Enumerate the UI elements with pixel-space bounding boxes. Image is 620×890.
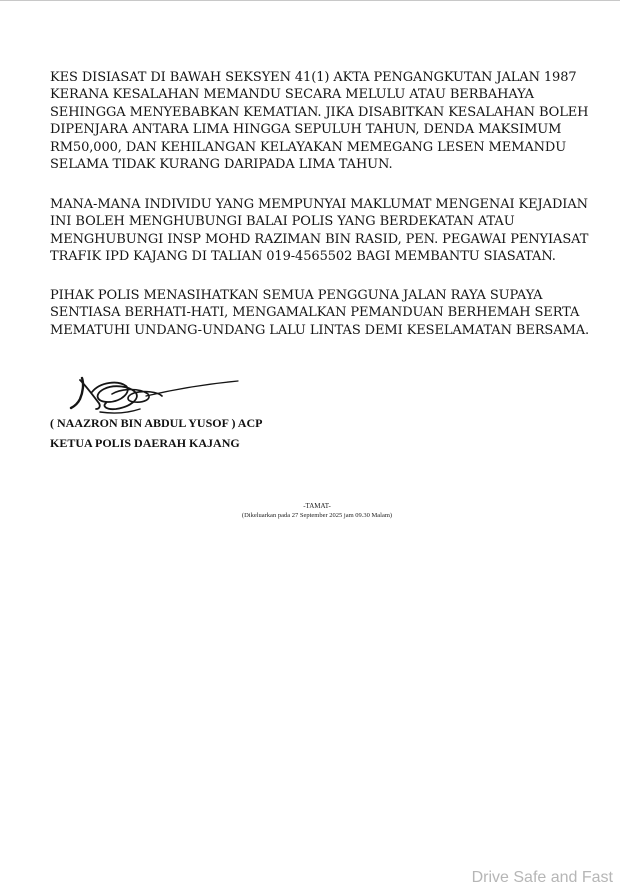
paragraph-line: SENTIASA BERHATI-HATI, MENGAMALKAN PEMANDUAN BERHEMAH SERTA [50,305,580,321]
signatory-name: ( NAAZRON BIN ABDUL YUSOF ) ACP [50,416,263,430]
paragraph-safety-advice [50,287,590,339]
paragraph-line: RM50,000, DAN KEHILANGAN KELAYAKAN MEMEGANG LESEN MEMANDU [50,139,567,155]
paragraph-line: PIHAK POLIS MENASIHATKAN SEMUA PENGGUNA JALAN RAYA SUPAYA [50,288,543,303]
paragraph-offence-details [50,69,590,173]
handwritten-signature [66,372,246,418]
paragraph-line: SELAMA TIDAK KURANG DARIPADA LIMA TAHUN. [50,157,393,173]
paragraph-line: DIPENJARA ANTARA LIMA HINGGA SEPULUH TAHUN, DENDA MAKSIMUM [50,122,562,138]
page-top-border [0,0,620,1]
paragraph-line: TRAFIK IPD KAJANG DI TALIAN 019-4565502 BAGI MEMBANTU SIASATAN. [50,249,556,265]
paragraph-line: INI BOLEH MENGHUBUNGI BALAI POLIS YANG BERDEKATAN ATAU [50,214,515,230]
paragraph-line: MANA-MANA INDIVIDU YANG MEMPUNYAI MAKLUMAT MENGENAI KEJADIAN [50,197,588,212]
paragraph-line: KERANA KESALAHAN MEMANDU SECARA MELULU ATAU BERBAHAYA [50,87,534,103]
end-mark: -TAMAT- [303,502,331,510]
paragraph-contact-info [50,196,590,266]
issued-date: (Dikeluarkan pada 27 September 2025 jam 09.30 Malam) [241,512,393,519]
signatory-title: KETUA POLIS DAERAH KAJANG [50,436,240,450]
paragraph-line: MENGHUBUNGI INSP MOHD RAZIMAN BIN RASID, PEN. PEGAWAI PENYIASAT [50,231,589,247]
paragraph-line: MEMATUHI UNDANG-UNDANG LALU LINTAS DEMI KESELAMATAN BERSAMA. [50,322,590,338]
paragraph-line: KES DISIASAT DI BAWAH SEKSYEN 41(1) AKTA PENGANGKUTAN JALAN 1987 [50,70,577,85]
watermark: Drive Safe and Fast [471,869,613,886]
paragraph-line: SEHINGGA MENYEBABKAN KEMATIAN. JIKA DISABITKAN KESALAHAN BOLEH [50,104,589,120]
